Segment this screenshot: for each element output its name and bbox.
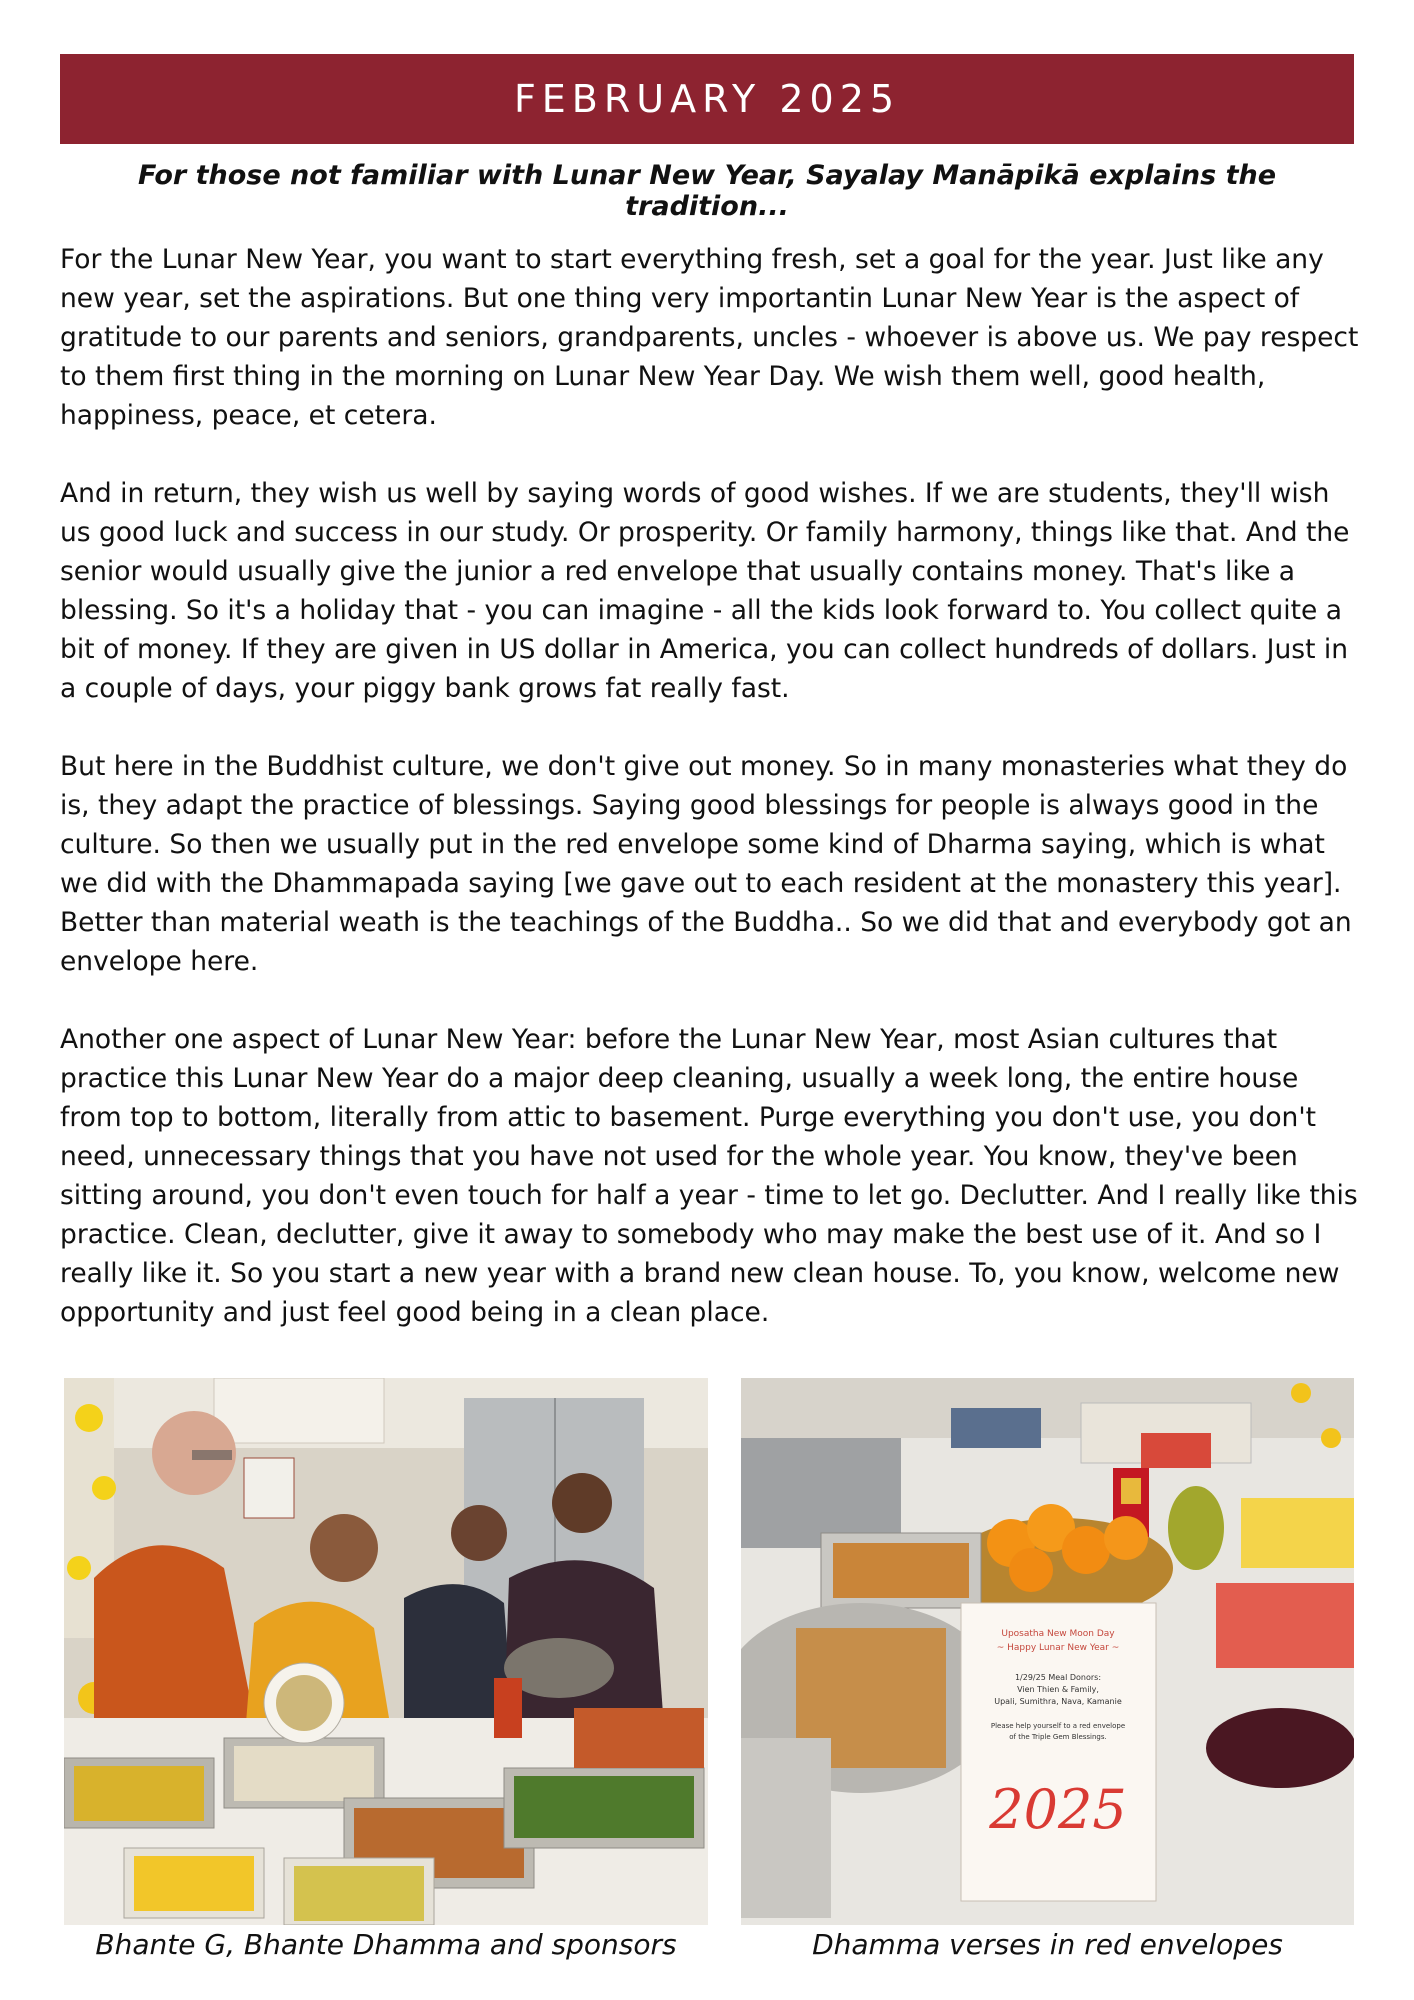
article-paragraph: For the Lunar New Year, you want to start everything fresh, set a goal for the year. Just like any new year, set the aspirations. But one thing very importantin Lunar New Year is the aspect of gratitude to our parents and seniors, grandparents, uncles - whoever is above us. We pay respect to them first thing in the morning on Lunar New Year Day. We wish them well, good health, happiness, peace, et cetera. bbox=[60, 244, 1359, 431]
sign-year: 2025 bbox=[989, 1778, 1127, 1841]
article-paragraph: And in return, they wish us well by saying words of good wishes. If we are students, they'll wish us good luck and success in our study. Or prosperity. Or family harmony, things like that. And the senior would usually give the junior a red envelope that usually contains money. That's like a blessing. So it's a holiday that - you can imagine - all the kids look forward to. You collect quite a bit of money. If they are given in US dollar in America, you can collect hundreds of dollars. Just in a couple of days, your piggy bank grows fat really fast. bbox=[60, 478, 1350, 704]
sign-line-4: Vien Thien & Family, bbox=[1017, 1685, 1099, 1694]
sign-line-6: Please help yourself to a red envelope bbox=[990, 1722, 1126, 1730]
article-paragraph: But here in the Buddhist culture, we don't give out money. So in many monasteries what they do is, they adapt the practice of blessings. Saying good blessings for people is always good in the culture. So then we usually put in the red envelope some kind of Dharma saying, which is what we did with the Dhammapada saying [we gave out to each resident at the monastery this year]. Better than material weath is the teachings of the Buddha.. So we did that and everybody got an envelope here. bbox=[60, 751, 1352, 977]
article-body bbox=[60, 240, 1360, 1371]
sign-line-7: of the Triple Gem Blessings. bbox=[1009, 1733, 1107, 1741]
sign-line-3: 1/29/25 Meal Donors: bbox=[1014, 1673, 1102, 1682]
intro-heading: For those not familiar with Lunar New Year, Sayalay Manāpikā explains the tradition... bbox=[137, 160, 1277, 222]
month-banner bbox=[60, 54, 1354, 144]
article-paragraph: Another one aspect of Lunar New Year: before the Lunar New Year, most Asian cultures that practice this Lunar New Year do a major deep cleaning, usually a week long, the entire house from top to bottom, literally from attic to basement. Purge everything you don't use, you don't need, unnecessary things that you have not used for the whole year. You know, they've been sitting around, you don't even touch for half a year - time to let go. Declutter. And I really like this practice. Clean, declutter, give it away to somebody who may make the best use of it. And so I really like it. So you start a new year with a brand new clean house. To, you know, welcome new opportunity and just feel good being in a clean place. bbox=[60, 1024, 1358, 1328]
caption-left: Bhante G, Bhante Dhamma and sponsors bbox=[95, 1928, 677, 1961]
caption-right: Dhamma verses in red envelopes bbox=[812, 1928, 1283, 1961]
month-title: FEBRUARY 2025 bbox=[513, 77, 901, 121]
sign-line-1: Uposatha New Moon Day bbox=[1001, 1629, 1115, 1639]
sign-line-2: ~ Happy Lunar New Year ~ bbox=[996, 1643, 1120, 1653]
sign-line-5: Upali, Sumithra, Nava, Kamanie bbox=[994, 1697, 1122, 1706]
photo-monks-and-sponsors bbox=[64, 1378, 708, 1925]
photo-red-envelopes-table bbox=[741, 1378, 1354, 1925]
